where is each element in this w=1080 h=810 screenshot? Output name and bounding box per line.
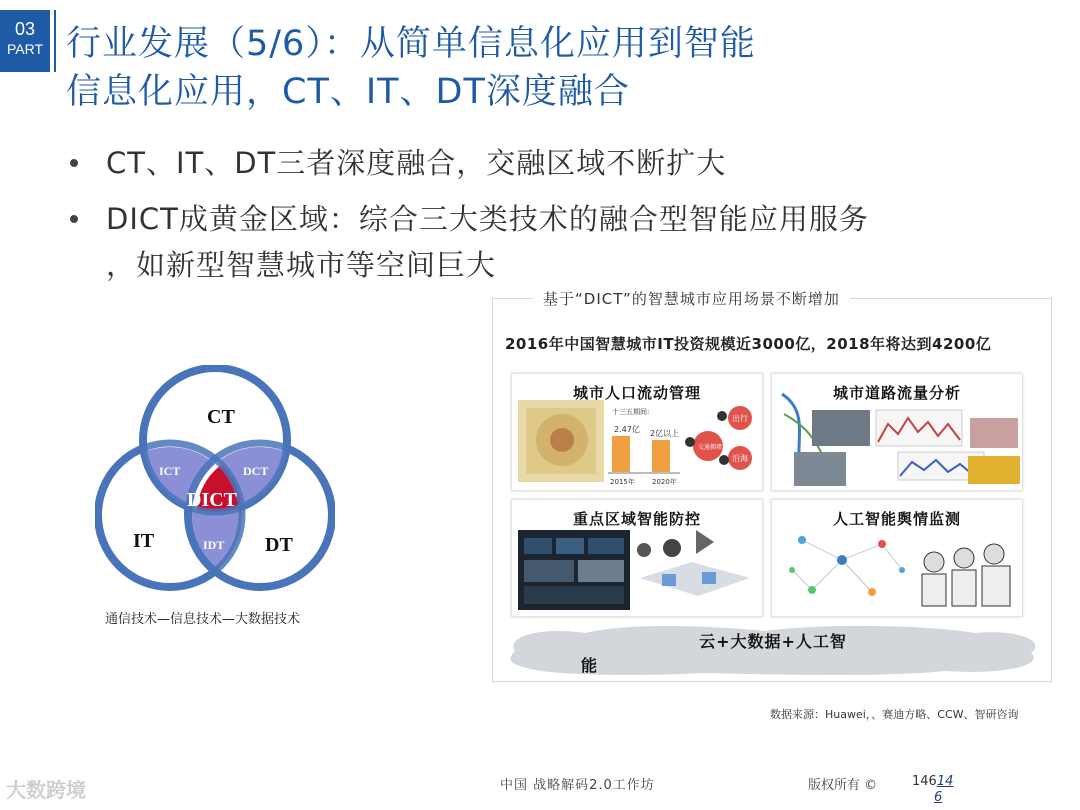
venn-svg	[95, 365, 335, 595]
tile-population-flow	[511, 373, 763, 491]
bubble-label-1: 出行	[732, 414, 748, 423]
tile-opinion-monitoring	[771, 499, 1023, 617]
tile-area-security	[511, 499, 763, 617]
tile-title: 人工智能舆情监测	[832, 510, 961, 528]
bullet-item	[70, 196, 1050, 288]
bubble-label-2: 交通拥堵地区	[698, 444, 735, 451]
page-number-alt-2: 6	[934, 790, 943, 805]
venn-label-idt: IDT	[203, 538, 225, 552]
cloud-label: 云+大数据+人工智	[699, 632, 847, 651]
panel-title: 基于“DICT”的智慧城市应用场景不断增加	[533, 288, 850, 309]
panel-subtitle: 2016年中国智慧城市IT投资规模近3000亿，2018年将达到4200亿	[505, 335, 992, 353]
part-label: PART	[6, 41, 44, 57]
footer-copyright: 版权所有 ©	[808, 778, 878, 793]
bullet-text: CT、IT、DT三者深度融合，交融区域不断扩大	[106, 146, 727, 180]
data-source: 数据来源：Huawei，、赛迪方略、CCW、智研咨询	[770, 708, 1019, 721]
cloud-label-wrap: 能	[581, 656, 598, 675]
venn-diagram	[95, 365, 335, 595]
year-label-2: 2020年	[652, 478, 677, 486]
bullet-dot-icon	[70, 215, 78, 223]
year-label-1: 2015年	[610, 478, 635, 486]
footer-org: 中国 战略解码2.0工作坊	[500, 778, 655, 793]
bullet-list	[70, 140, 1050, 288]
period-note: 十三五期间:	[612, 408, 650, 416]
page-number	[912, 774, 954, 805]
dict-scenarios-panel	[492, 290, 1052, 682]
tile-title: 城市道路流量分析	[832, 384, 961, 402]
venn-caption: 通信技术—信息技术—大数据技术	[105, 612, 301, 627]
venn-label-it: IT	[133, 530, 155, 552]
tile-title: 城市人口流动管理	[572, 384, 701, 402]
bar-label-1: 2.47亿	[614, 425, 640, 434]
page-title	[66, 20, 1056, 116]
part-badge	[0, 10, 50, 72]
venn-label-dict: DICT	[187, 489, 238, 511]
bullet-dot-icon	[70, 159, 78, 167]
page-title-line-2: 信息化应用，CT、IT、DT深度融合	[66, 72, 630, 112]
bullet-text-continuation: ，如新型智慧城市等空间巨大	[106, 248, 497, 282]
venn-label-ict: ICT	[159, 464, 181, 478]
bullet-text: DICT成黄金区域：综合三大类技术的融合型智能应用服务	[106, 202, 869, 236]
bubble-label-3: 沿海	[732, 454, 748, 463]
venn-label-ct: CT	[207, 406, 235, 428]
bullet-item	[70, 140, 1050, 186]
venn-label-dt: DT	[265, 534, 293, 556]
title-divider	[54, 10, 56, 72]
page-title-line-1: 行业发展（5/6）：从简单信息化应用到智能	[66, 24, 756, 64]
venn-label-dct: DCT	[243, 464, 269, 478]
tile-title: 重点区域智能防控	[572, 510, 701, 528]
bar-label-2: 2亿以上	[650, 429, 680, 438]
watermark-logo: 大数跨境	[6, 778, 86, 802]
page-number-alt: 14	[936, 774, 954, 789]
part-number: 03	[14, 19, 36, 39]
tile-road-traffic	[771, 373, 1023, 491]
page-number-value: 146	[912, 774, 937, 789]
